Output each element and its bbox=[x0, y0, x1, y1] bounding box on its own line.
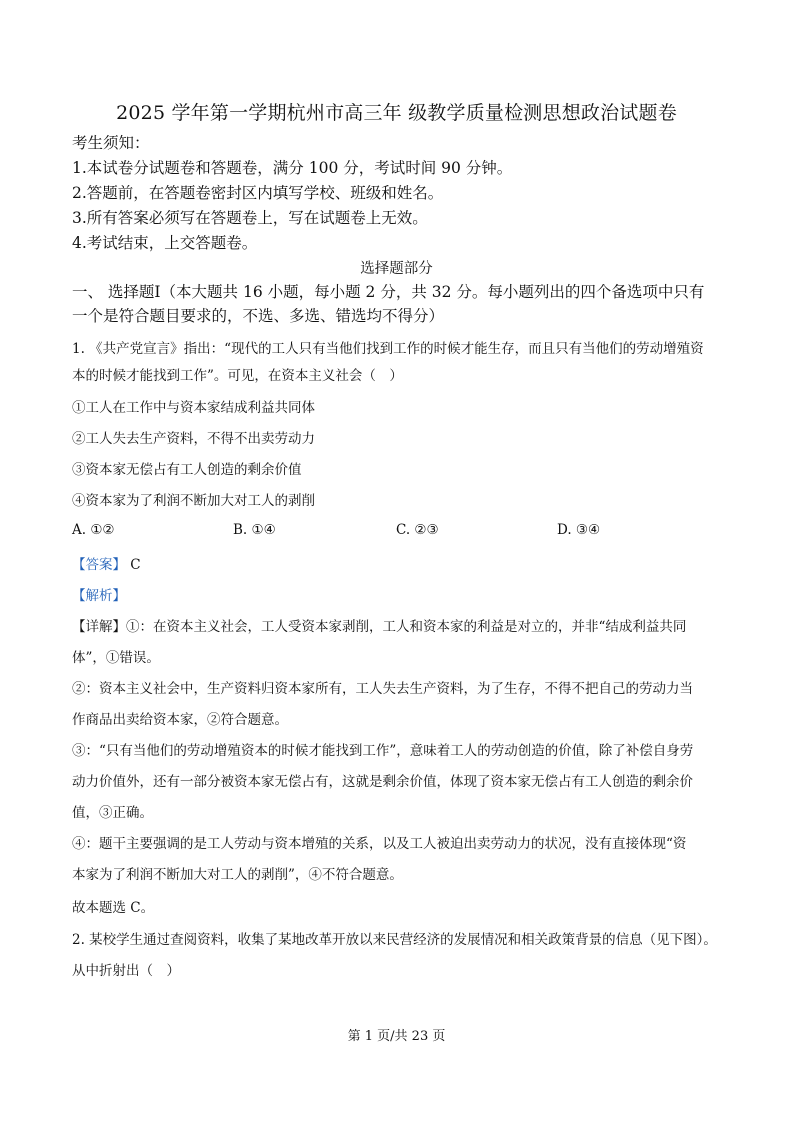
page-footer: 第 1 页/共 23 页 bbox=[347, 1029, 446, 1044]
q1-option-b: B. ①④ bbox=[233, 522, 276, 538]
q1-statement: ③资本家无偿占有工人创造的剩余价值 bbox=[72, 462, 302, 478]
q1-answer-line bbox=[72, 553, 141, 573]
q1-analysis-line bbox=[72, 584, 126, 604]
notice-heading: 考生须知： bbox=[72, 134, 150, 152]
part-intro-line: 一个是符合题目要求的，不选、多选、错选均不得分） bbox=[72, 307, 445, 325]
notice-item: 2.答题前，在答题卷密封区内填写学校、班级和姓名。 bbox=[72, 184, 444, 202]
explanation-line: 动力价值外，还有一部分被资本家无偿占有，这就是剩余价值，体现了资本家无偿占有工人创造的剩余价 bbox=[72, 774, 693, 790]
q1-stem-line: 1. 《共产党宣言》指出：“现代的工人只有当他们找到工作的时候才能生存，而且只有当他们的劳动增殖资 bbox=[72, 341, 704, 357]
detail-tag: 【详解】 bbox=[72, 619, 126, 635]
q1-stem-line: 本的时候才能找到工作”。可见，在资本主义社会（ ） bbox=[72, 368, 403, 384]
explanation-line: 值，③正确。 bbox=[72, 805, 153, 821]
notice-item: 4.考试结束，上交答题卷。 bbox=[72, 234, 258, 252]
answer-tag: 【答案】 bbox=[72, 557, 126, 573]
q1-option-d: D. ③④ bbox=[557, 522, 601, 538]
explanation-line: ②：资本主义社会中，生产资料归资本家所有，工人失去生产资料，为了生存，不得不把自己的劳动力当 bbox=[72, 681, 693, 697]
notice-item: 3.所有答案必须写在答题卷上，写在试题卷上无效。 bbox=[72, 209, 428, 227]
explanation-line: 体”，①错误。 bbox=[72, 650, 160, 666]
q1-statement: ②工人失去生产资料，不得不出卖劳动力 bbox=[72, 431, 315, 447]
q2-stem-line: 2. 某校学生通过查阅资料，收集了某地改革开放以来民营经济的发展情况和相关政策背景的信息（见下图）。 bbox=[72, 932, 717, 948]
analysis-tag: 【解析】 bbox=[72, 588, 126, 604]
explanation-line: 本家为了利润不断加大对工人的剥削”，④不符合题意。 bbox=[72, 867, 403, 883]
answer-value: C bbox=[130, 557, 141, 573]
explanation-line: 作商品出卖给资本家，②符合题意。 bbox=[72, 712, 288, 728]
q1-option-a: A. ①② bbox=[72, 522, 115, 538]
q1-detail-line bbox=[72, 615, 686, 635]
q1-statement: ④资本家为了利润不断加大对工人的剥削 bbox=[72, 493, 315, 509]
notice-item: 1.本试卷分试题卷和答题卷，满分 100 分，考试时间 90 分钟。 bbox=[72, 159, 513, 177]
q1-option-c: C. ②③ bbox=[396, 522, 439, 538]
explanation-line: ④：题干主要强调的是工人劳动与资本增殖的关系，以及工人被迫出卖劳动力的状况，没有直接体现“资 bbox=[72, 836, 687, 852]
exam-title: 2025 学年第一学期杭州市高三年 级教学质量检测思想政治试题卷 bbox=[116, 102, 677, 124]
detail-text: ①：在资本主义社会，工人受资本家剥削，工人和资本家的利益是对立的，并非“结成利益共同 bbox=[126, 619, 687, 635]
explanation-conclusion: 故本题选 C。 bbox=[72, 900, 155, 916]
section-title: 选择题部分 bbox=[360, 261, 433, 277]
q2-stem-line: 从中折射出（ ） bbox=[72, 963, 180, 979]
explanation-line: ③：“只有当他们的劳动增殖资本的时候才能找到工作”，意味着工人的劳动创造的价值，除了补偿自身劳 bbox=[72, 743, 694, 759]
part-intro-line: 一、 选择题Ⅰ（本大题共 16 小题，每小题 2 分，共 32 分。每小题列出的四个备选项中只有 bbox=[72, 283, 705, 301]
q1-statement: ①工人在工作中与资本家结成利益共同体 bbox=[72, 400, 315, 416]
